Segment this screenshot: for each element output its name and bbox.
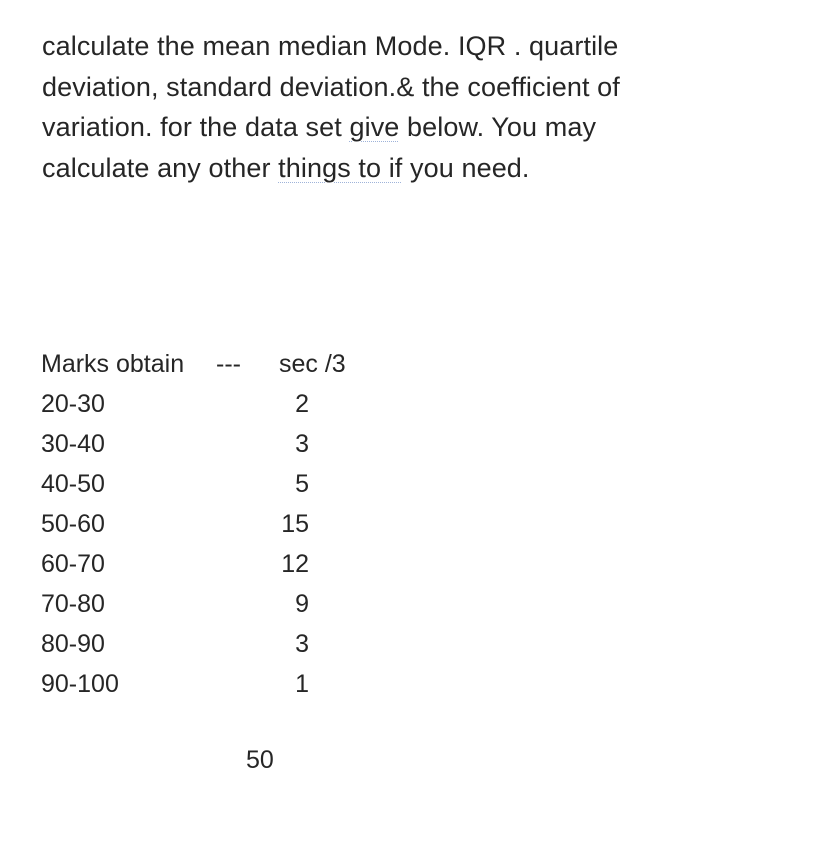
header-marks-obtain: Marks obtain [41,350,185,378]
question-line-1: calculate the mean median Mode. IQR . quartile [42,31,619,61]
frequency: 1 [295,670,309,698]
table-row [41,464,381,504]
class-interval: 60-70 [41,550,105,578]
frequency: 2 [295,390,309,418]
question-line-3 [42,107,742,148]
header-separator: --- [216,350,241,378]
question-line-3-end: below. You may [399,112,597,142]
table-row [41,664,381,704]
class-interval: 90-100 [41,670,119,698]
frequency: 5 [295,470,309,498]
table-row [41,584,381,624]
question-text [42,26,742,188]
class-interval: 30-40 [41,430,105,458]
frequency: 15 [281,510,309,538]
frequency: 9 [295,590,309,618]
frequency: 3 [295,630,309,658]
question-line-3-start: variation. for the data set [42,112,350,142]
table-row [41,424,381,464]
question-line-2: deviation, standard deviation.& the coefficient of [42,71,620,102]
table-row [41,384,381,424]
frequency-total: 50 [246,746,274,774]
table-row [41,504,381,544]
frequency-table [41,344,381,704]
class-interval: 40-50 [41,470,105,498]
question-line-4-start: calculate any other [42,152,279,183]
grammar-underline: things to if [278,152,403,183]
table-header [41,344,381,384]
frequency: 3 [295,430,309,458]
class-interval: 80-90 [41,630,105,658]
table-row [41,544,381,584]
class-interval: 20-30 [41,390,105,418]
spellcheck-underline: give [349,112,400,142]
class-interval: 70-80 [41,590,105,618]
class-interval: 50-60 [41,510,105,538]
question-line-4-end: you need. [402,152,530,183]
table-row [41,624,381,664]
question-line-4 [42,148,742,189]
header-section: sec /3 [279,350,346,378]
frequency: 12 [281,550,309,578]
